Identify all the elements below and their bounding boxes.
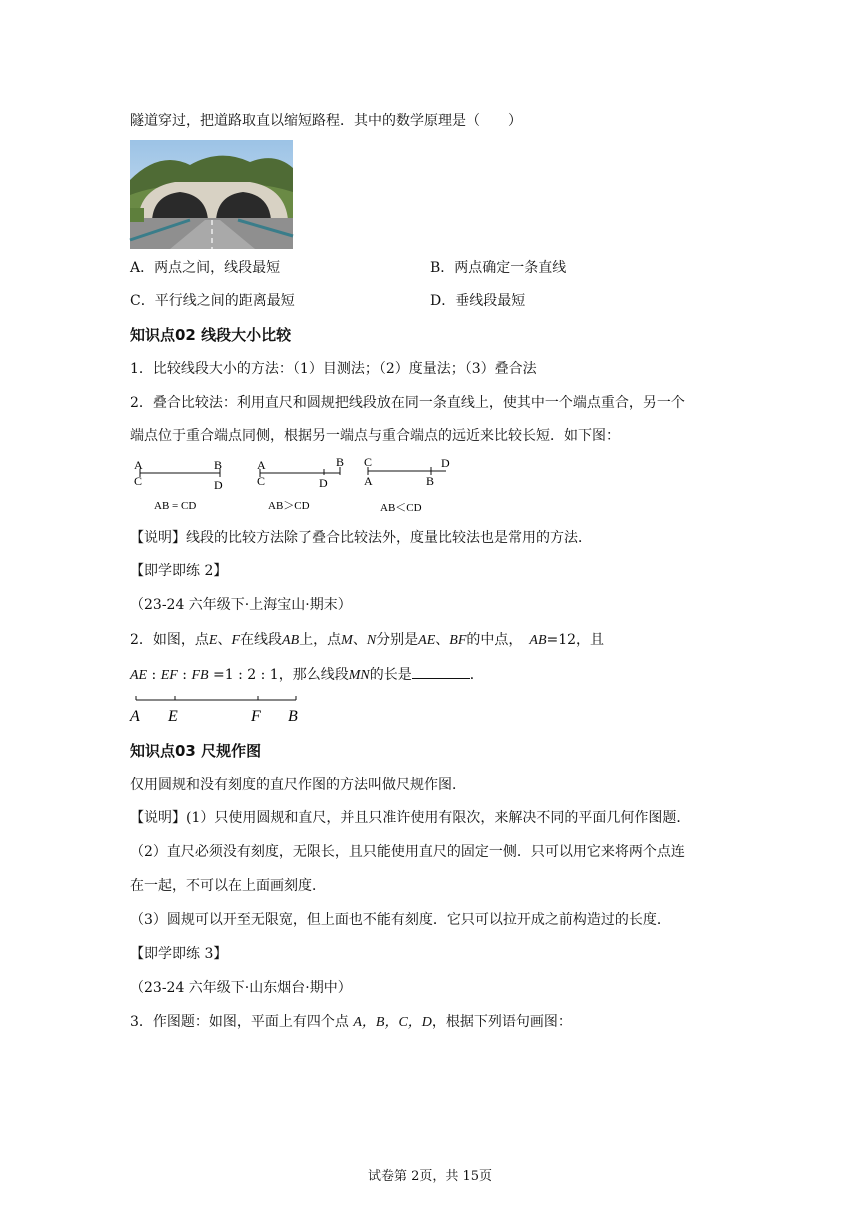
q2-point-f: F <box>231 633 241 648</box>
question-2-line-1: 2．如图，点E、F在线段AB上，点M、N分别是AE、BF的中点， AB=12，且 <box>130 632 605 648</box>
q3-points: A，B，C，D <box>353 1015 432 1030</box>
sec2-paragraph-2b: 端点位于重合端点同侧，根据另一端点与重合端点的远近来比较长短．如下图： <box>130 428 620 444</box>
fig2-label-top-right: B <box>336 455 345 469</box>
fig2-label-bottom-left: C <box>257 474 266 488</box>
q2-segment-ab: AB <box>282 633 300 648</box>
seg-label-b: B <box>288 708 298 725</box>
q2-point-m: M <box>341 633 353 648</box>
option-d: D．垂线段最短 <box>430 293 526 309</box>
section-heading-03: 知识点03 尺规作图 <box>130 742 262 760</box>
sec3-paragraph-1: 仅用圆规和没有刻度的直尺作图的方法叫做尺规作图． <box>130 777 466 793</box>
section-heading-02: 知识点02 线段大小比较 <box>130 326 292 344</box>
sec3-source: （23-24 六年级下·山东烟台·期中） <box>130 980 352 996</box>
segment-figure-aefb <box>128 692 308 726</box>
figure-equal <box>134 458 223 512</box>
fig3-label-bottom-right: B <box>426 474 435 488</box>
sec2-paragraph-2a: 2．叠合比较法：利用直尺和圆规把线段放在同一条直线上，使其中一个端点重合，另一个 <box>130 395 685 411</box>
q1-stem: 隧道穿过，把道路取直以缩短路程．其中的数学原理是（ ） <box>130 113 522 129</box>
fig1-label-top-right: B <box>214 458 223 472</box>
q2-point-n: N <box>366 633 377 648</box>
option-a: A．两点之间，线段最短 <box>130 260 281 276</box>
figure-less <box>364 455 450 514</box>
sec3-practice-label: 【即学即练 3】 <box>130 946 228 962</box>
fig2-label-top-left: A <box>257 458 266 472</box>
q2-text: 2．如图，点 <box>130 632 209 648</box>
q2-point-e: E <box>208 633 218 648</box>
fig3-caption: AB＜CD <box>380 502 422 514</box>
fig1-label-bottom-right: D <box>214 478 223 492</box>
figure-greater <box>257 455 344 512</box>
sec3-note-1: 【说明】(1）只使用圆规和直尺，并且只准许使用有限次，来解决不同的平面几何作图题． <box>130 810 691 826</box>
sec2-note: 【说明】线段的比较方法除了叠合比较法外，度量比较法也是常用的方法． <box>130 530 592 546</box>
fig2-label-bottom-right: D <box>319 476 328 490</box>
fig1-label-bottom-left: C <box>134 474 143 488</box>
question-3: 3．作图题：如图，平面上有四个点 A，B，C，D，根据下列语句画图： <box>130 1014 572 1030</box>
tunnel-photo <box>130 140 293 249</box>
sec3-note-2a: （2）直尺必须没有刻度，无限长，且只能使用直尺的固定一侧．只可以用它来将两个点连 <box>130 844 685 860</box>
q2-segment-bf: BF <box>449 633 467 648</box>
seg-label-a: A <box>130 708 140 725</box>
segment-comparison-figures <box>128 454 448 516</box>
fig2-caption: AB＞CD <box>268 500 310 512</box>
answer-blank[interactable] <box>412 664 470 679</box>
q2-ab-value-var: AB <box>529 633 547 648</box>
fig3-label-top-right: D <box>441 456 450 470</box>
option-b: B．两点确定一条直线 <box>430 260 567 276</box>
fig1-caption: AB = CD <box>154 500 197 512</box>
sec3-note-2b: 在一起，不可以在上面画刻度． <box>130 878 326 894</box>
question-2-line-2: AE : EF : FB =1 : 2 : 1，那么线段MN的长是 ． <box>130 664 484 686</box>
sec2-practice-label: 【即学即练 2】 <box>130 563 228 579</box>
sec3-note-3: （3）圆规可以开至无限宽，但上面也不能有刻度．它只可以拉开成之前构造过的长度． <box>130 912 671 928</box>
option-c: C．平行线之间的距离最短 <box>130 293 295 309</box>
seg-label-e: E <box>168 708 178 725</box>
fig3-label-bottom-left: A <box>364 474 373 488</box>
page-footer: 试卷第 2页，共 15页 <box>367 1169 493 1184</box>
fig3-label-top-left: C <box>364 455 373 469</box>
fig1-label-top-left: A <box>134 458 143 472</box>
sec2-source: （23-24 六年级下·上海宝山·期末） <box>130 597 352 613</box>
sec2-paragraph-1: 1．比较线段大小的方法：（1）目测法；（2）度量法；（3）叠合法 <box>130 361 537 377</box>
q2-segment-ae: AE <box>418 633 436 648</box>
seg-label-f: F <box>251 708 261 725</box>
